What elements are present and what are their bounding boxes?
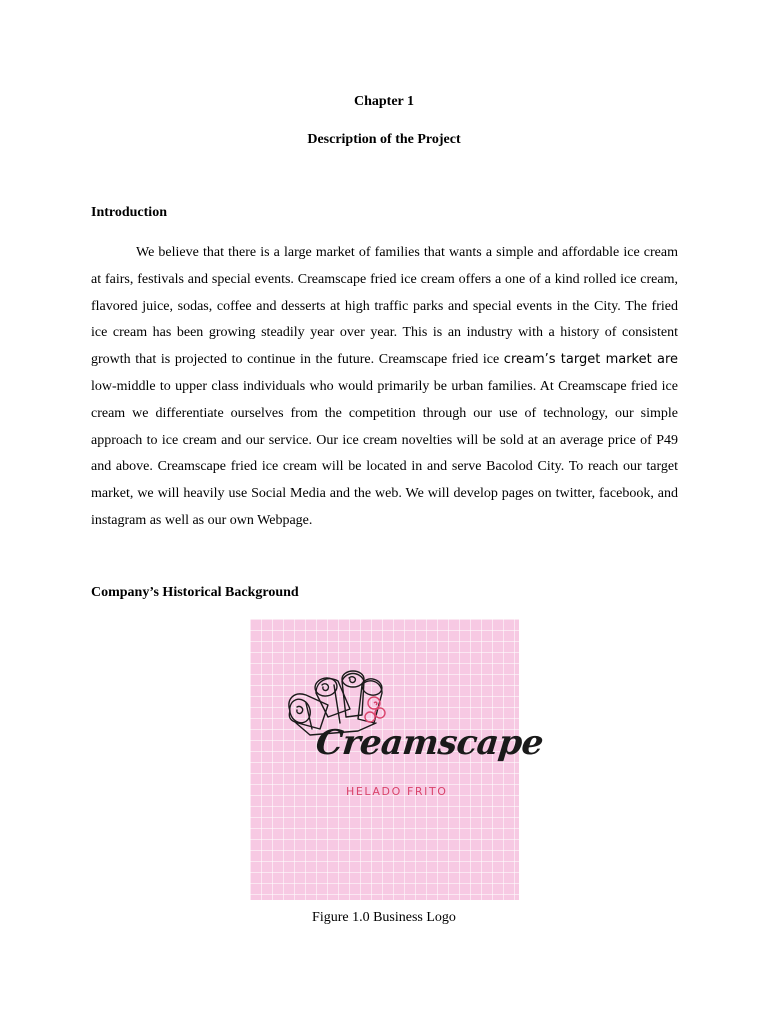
introduction-heading: Introduction <box>91 205 167 220</box>
intro-text-part-2: low-middle to upper class individuals who would primarily be urban families. At Creamscape fried ice cream we differentiate ourselves from the competition through our use of technology, our simple approach to ice cream and our service. Our ice cream novelties will be sold at an average price of P49 and above. Creamscape fried ice cream will be located in and serve Bacolod City. To reach our target market, we will heavily use Social Media and the web. We will develop pages on twitter, facebook, and instagram as well as our own Webpage. <box>91 378 678 528</box>
logo-tagline: HELADO FRITO <box>346 785 448 798</box>
intro-target-phrase: cream’s target market are <box>503 352 679 368</box>
chapter-title: Chapter 1 <box>353 94 415 109</box>
project-title: Description of the Project <box>307 132 461 147</box>
intro-text-part-1: We believe that there is a large market of families that wants a simple and affordable ice cream at fairs, festivals and special events. Creamscape fried ice cream offers a one of a kind rolled ice cream, flavored juice, sodas, coffee and desserts at high traffic parks and special events in the City. The fried ice cream has been growing steadily year over year. This is an industry with a history of consistent growth that is projected to continue in the future. Creamscape fried ice <box>91 245 678 368</box>
logo-wordmark: Creamscape <box>313 723 545 763</box>
figure-caption: Figure 1.0 Business Logo <box>312 910 456 925</box>
introduction-body <box>91 240 678 535</box>
history-heading: Company’s Historical Background <box>91 585 299 600</box>
business-logo <box>250 619 545 900</box>
introduction-paragraph <box>91 240 678 535</box>
